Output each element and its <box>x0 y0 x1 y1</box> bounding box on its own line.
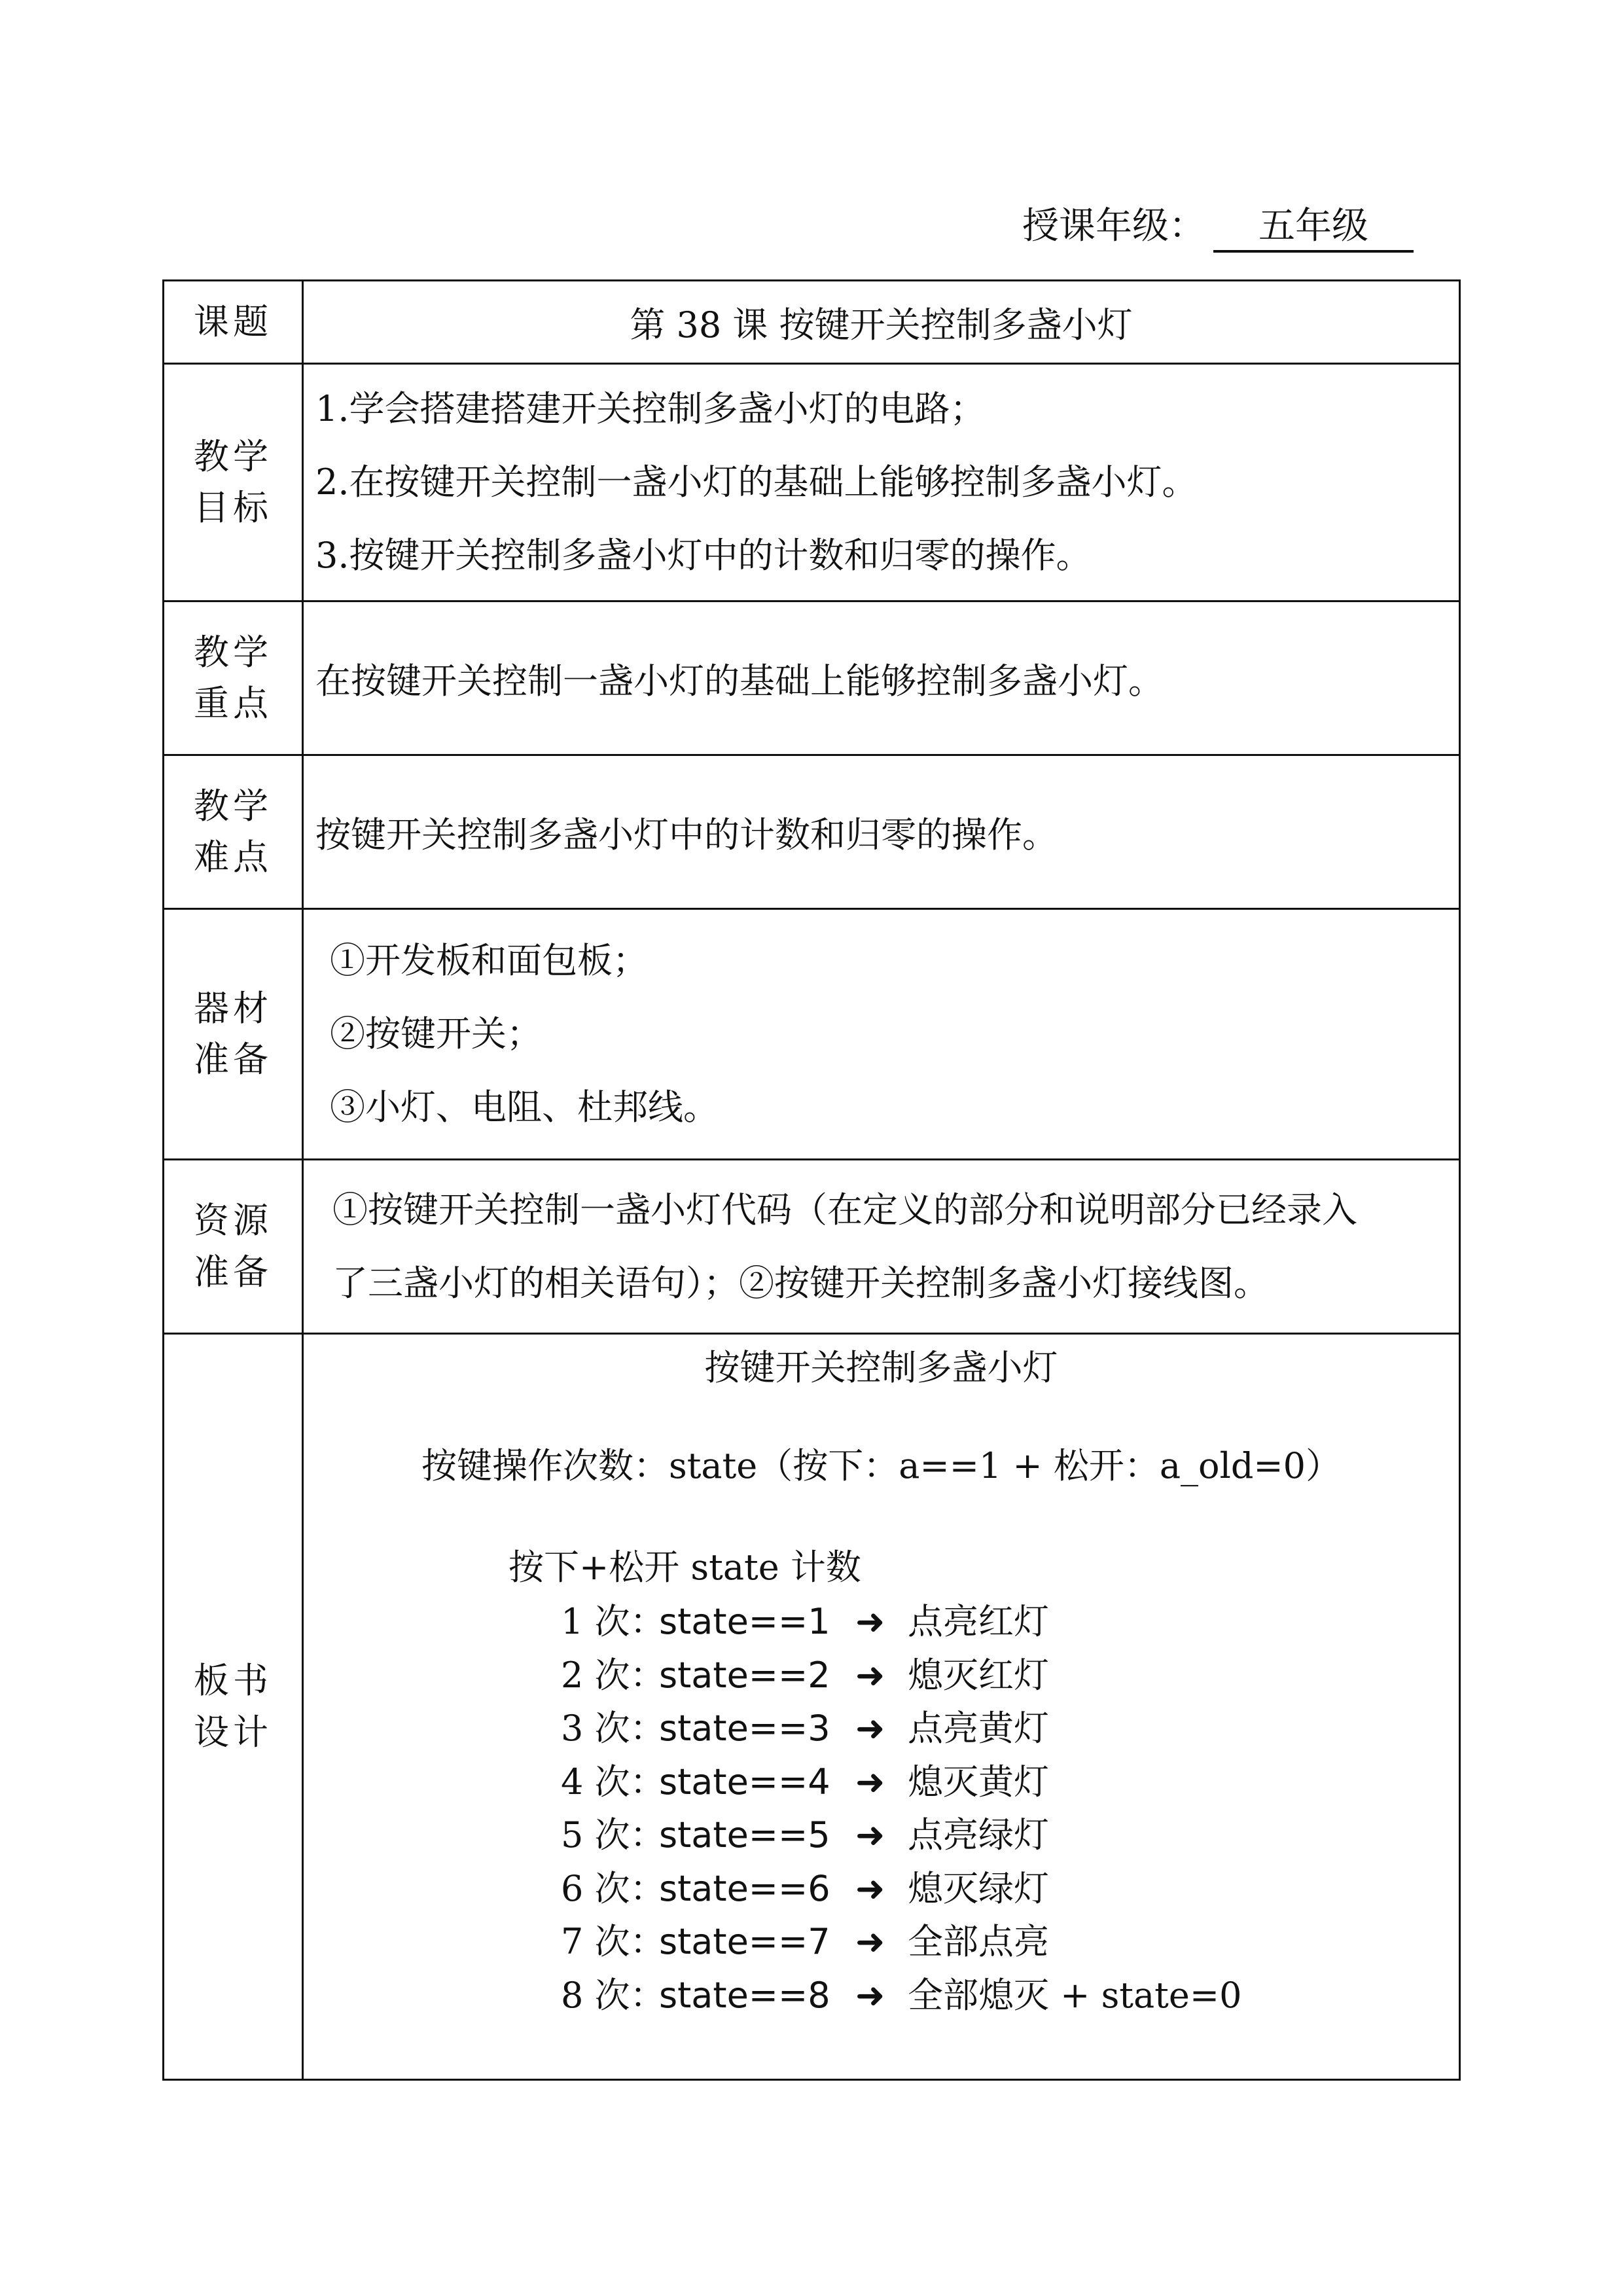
step-condition: state==6 <box>659 1867 830 1909</box>
step-condition: state==5 <box>659 1814 830 1856</box>
step-result: 点亮绿灯 <box>908 1814 1049 1856</box>
step-condition: state==8 <box>659 1974 830 2016</box>
step-result: 全部点亮 <box>908 1921 1049 1962</box>
label-board: 板书 设计 <box>164 1334 303 2080</box>
row-materials <box>164 909 1460 1160</box>
step-count: 6 次： <box>561 1867 666 1909</box>
label-materials: 器材 准备 <box>164 909 303 1160</box>
lesson-title: 第 38 课 按键开关控制多盏小灯 <box>303 281 1460 364</box>
board-step-row <box>561 1969 1447 2022</box>
arrow-right-icon: ➜ <box>855 1974 885 2016</box>
material-item: ①开发板和面包板； <box>330 940 648 981</box>
arrow-right-icon: ➜ <box>855 1761 885 1803</box>
row-goals <box>164 364 1460 601</box>
board-formula: 按键操作次数：state（按下：a==1 + 松开：a_old=0） <box>421 1445 1342 1486</box>
step-count: 2 次： <box>561 1654 666 1696</box>
step-count: 8 次： <box>561 1974 666 2016</box>
step-result: 熄灭黄灯 <box>908 1761 1049 1803</box>
step-result: 点亮红灯 <box>908 1601 1049 1642</box>
row-board <box>164 1334 1460 2080</box>
board-step-row <box>561 1915 1447 1969</box>
label-difficulties: 教学 难点 <box>164 755 303 909</box>
step-count: 5 次： <box>561 1814 666 1856</box>
step-result: 全部熄灭 + state=0 <box>908 1974 1242 2016</box>
row-difficulties <box>164 755 1460 909</box>
goal-item: 3.按键开关控制多盏小灯中的计数和归零的操作。 <box>315 535 1092 576</box>
arrow-right-icon: ➜ <box>855 1654 885 1696</box>
step-condition: state==3 <box>659 1708 830 1749</box>
resources-text: ①按键开关控制一盏小灯代码（在定义的部分和说明部分已经录入 了三盏小灯的相关语句）；②按键开关控制多盏小灯接线图。 <box>303 1160 1460 1334</box>
material-item: ②按键开关； <box>330 1013 542 1054</box>
label-topic: 课题 <box>164 281 303 364</box>
board-step-row <box>561 1649 1447 1702</box>
board-count-header: 按下+松开 state 计数 <box>508 1547 861 1588</box>
board-step-row <box>561 1595 1447 1649</box>
label-key-points: 教学 重点 <box>164 601 303 755</box>
step-condition: state==4 <box>659 1761 830 1803</box>
step-count: 4 次： <box>561 1761 666 1803</box>
step-result: 熄灭红灯 <box>908 1654 1049 1696</box>
step-condition: state==2 <box>659 1654 830 1696</box>
label-goals: 教学 目标 <box>164 364 303 601</box>
grade-label: 授课年级： <box>1022 205 1205 247</box>
step-result: 熄灭绿灯 <box>908 1867 1049 1909</box>
row-key-points <box>164 601 1460 755</box>
board-steps <box>315 1595 1447 2022</box>
grade-value: 五年级 <box>1213 208 1414 253</box>
material-item: ③小灯、电阻、杜邦线。 <box>330 1086 719 1128</box>
materials-list <box>303 909 1460 1160</box>
step-count: 7 次： <box>561 1921 666 1962</box>
arrow-right-icon: ➜ <box>855 1601 885 1642</box>
goals-list <box>303 364 1460 601</box>
step-condition: state==7 <box>659 1921 830 1962</box>
board-step-row <box>561 1755 1447 1809</box>
arrow-right-icon: ➜ <box>855 1814 885 1856</box>
arrow-right-icon: ➜ <box>855 1708 885 1749</box>
step-count: 1 次： <box>561 1601 666 1642</box>
board-design <box>303 1334 1460 2080</box>
label-resources: 资源 准备 <box>164 1160 303 1334</box>
lesson-plan-table <box>162 279 1461 2081</box>
step-result: 点亮黄灯 <box>908 1708 1049 1749</box>
arrow-right-icon: ➜ <box>855 1921 885 1962</box>
board-step-row <box>561 1702 1447 1755</box>
difficulties-text: 按键开关控制多盏小灯中的计数和归零的操作。 <box>303 755 1460 909</box>
key-points-text: 在按键开关控制一盏小灯的基础上能够控制多盏小灯。 <box>303 601 1460 755</box>
goal-item: 2.在按键开关控制一盏小灯的基础上能够控制多盏小灯。 <box>315 461 1198 503</box>
grade-line <box>1022 205 1414 253</box>
board-title: 按键开关控制多盏小灯 <box>704 1347 1058 1388</box>
row-topic <box>164 281 1460 364</box>
arrow-right-icon: ➜ <box>855 1867 885 1909</box>
row-resources <box>164 1160 1460 1334</box>
step-condition: state==1 <box>659 1601 830 1642</box>
board-step-row <box>561 1862 1447 1916</box>
board-step-row <box>561 1808 1447 1862</box>
step-count: 3 次： <box>561 1708 666 1749</box>
goal-item: 1.学会搭建搭建开关控制多盏小灯的电路； <box>315 388 986 429</box>
